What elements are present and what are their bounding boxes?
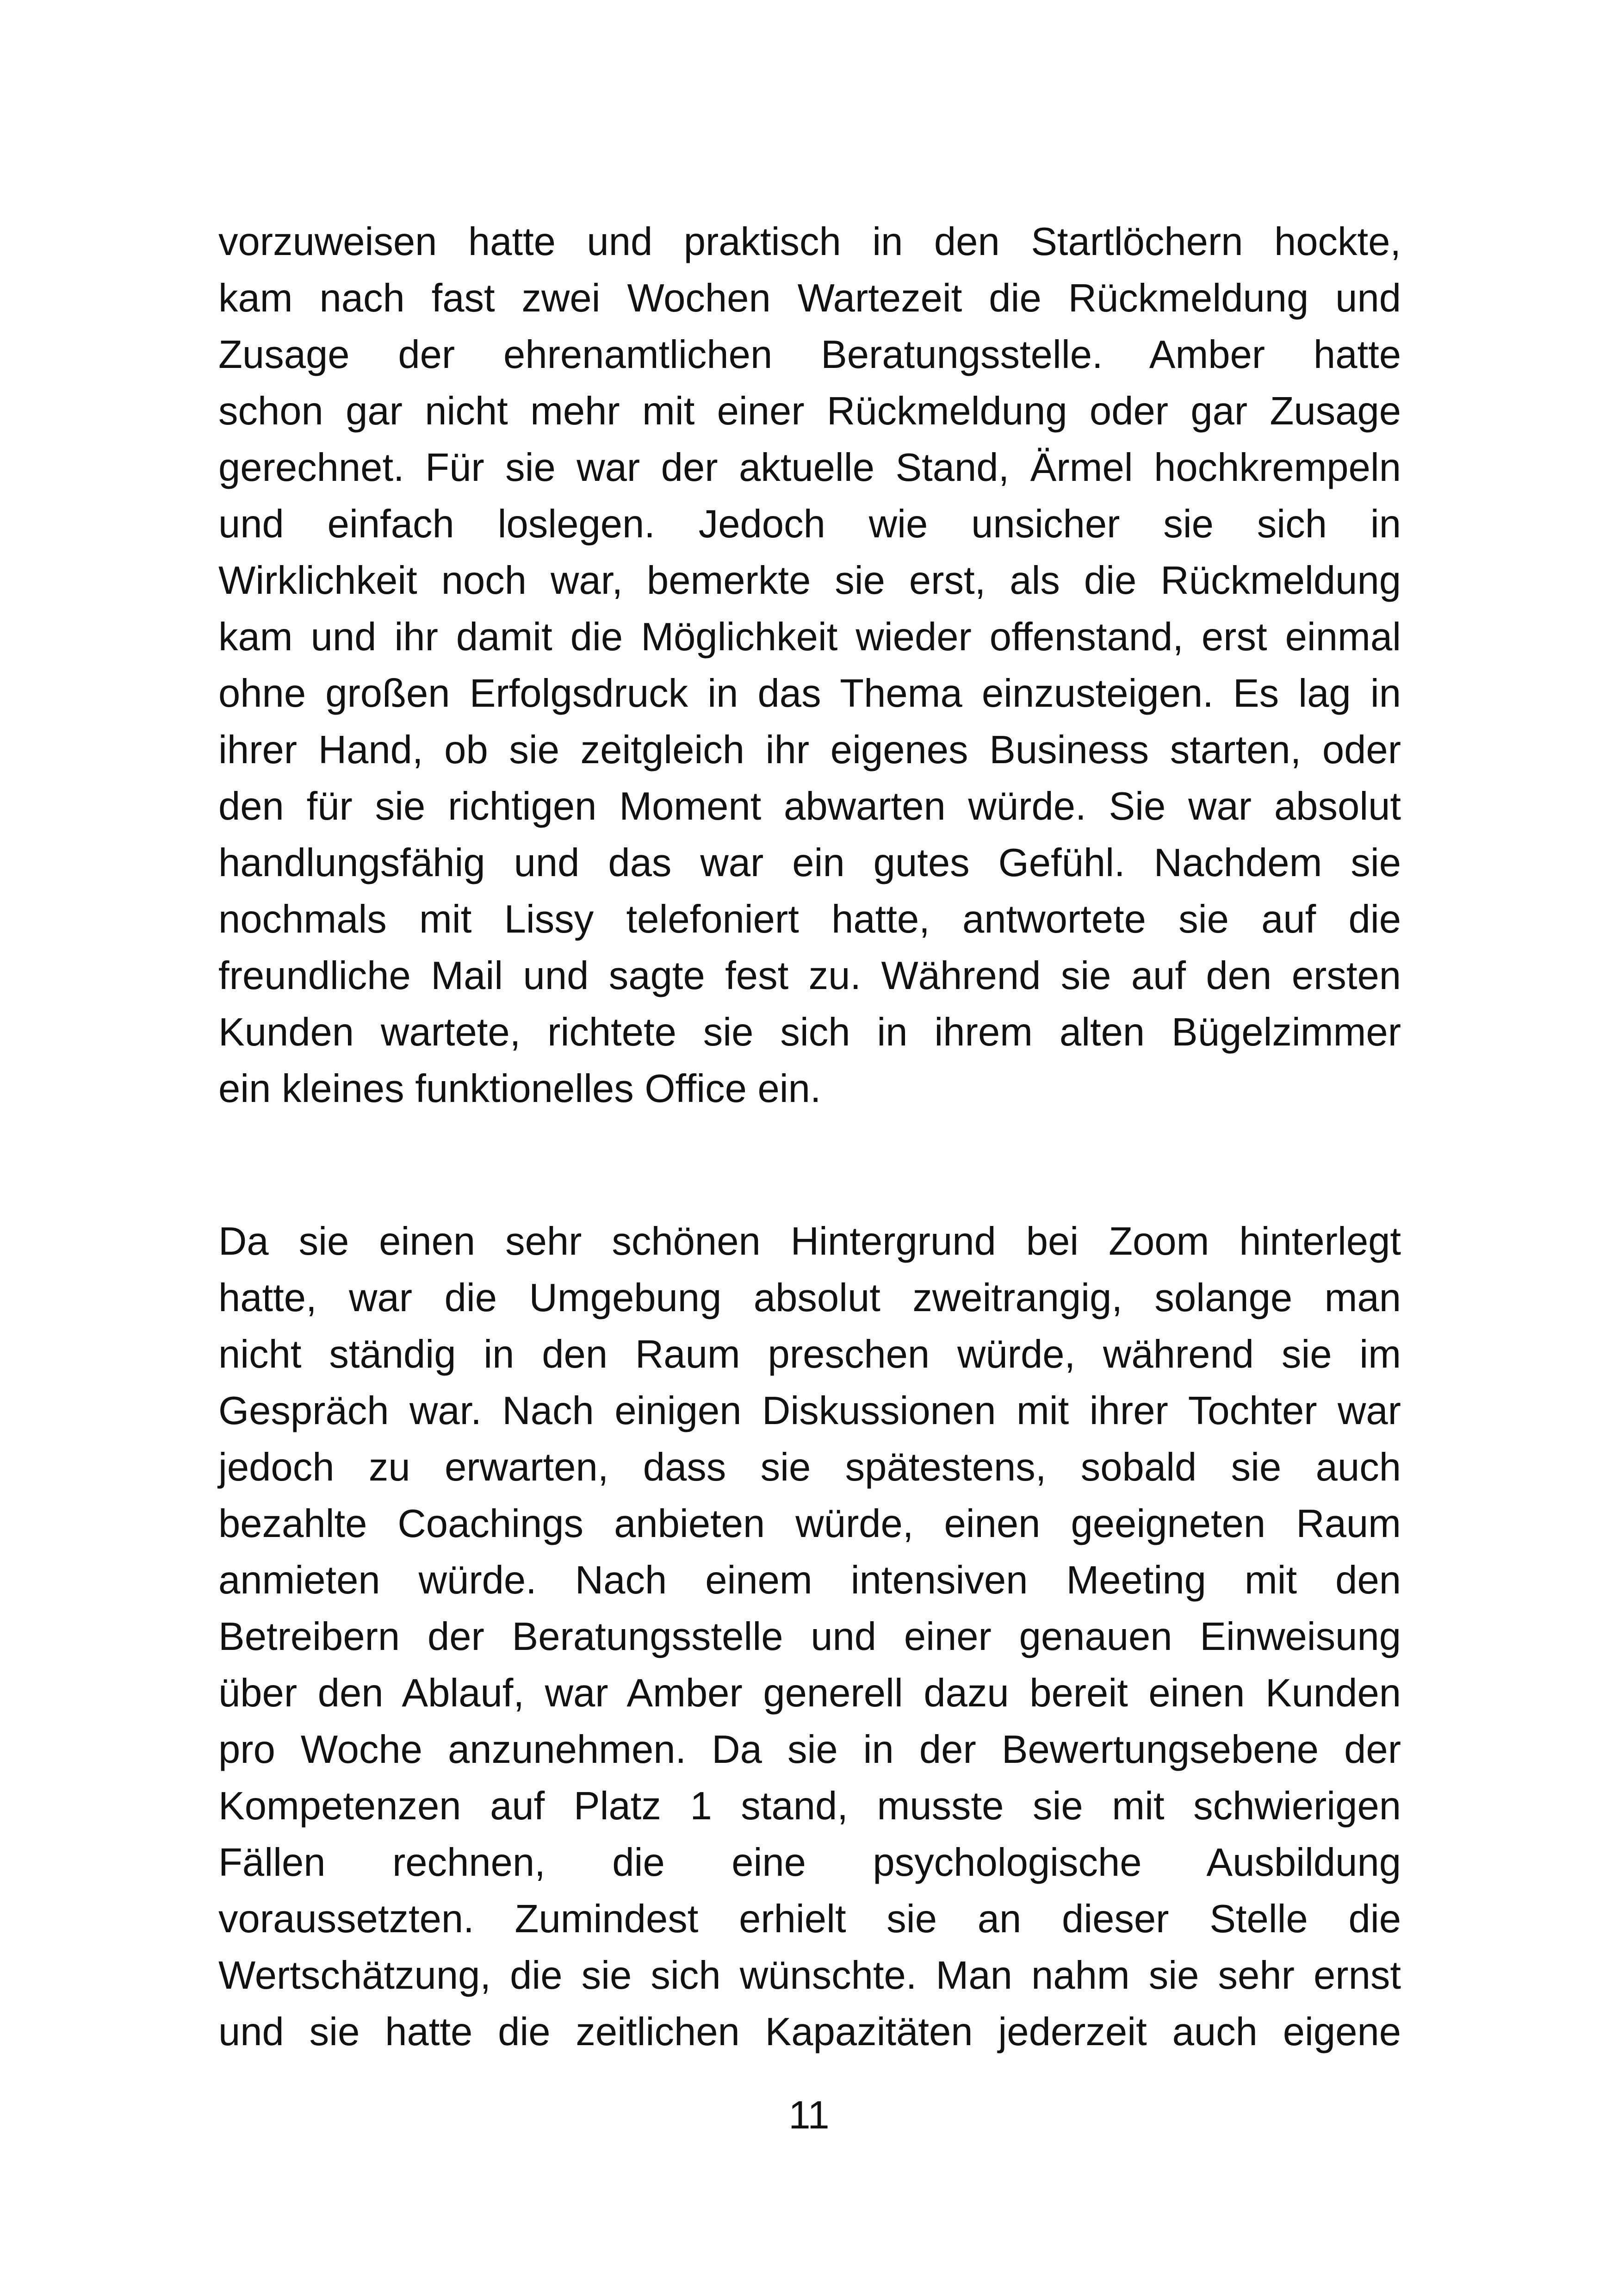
paragraph-line: pro Woche anzunehmen. Da sie in der Bewertungsebene der (218, 1728, 1401, 1772)
paragraph-line: Fällen rechnen, die eine psychologische Ausbildung (218, 1841, 1401, 1885)
paragraph-line: freundliche Mail und sagte fest zu. Während sie auf den ersten (218, 954, 1401, 998)
paragraph-line: handlungsfähig und das war ein gutes Gefühl. Nachdem sie (218, 841, 1401, 885)
paragraph-line: anmieten würde. Nach einem intensiven Meeting mit den (218, 1558, 1401, 1602)
paragraph-line: Da sie einen sehr schönen Hintergrund bei Zoom hinterlegt (218, 1220, 1401, 1263)
paragraph-line: hatte, war die Umgebung absolut zweitrangig, solange man (218, 1276, 1401, 1320)
paragraph-line: kam und ihr damit die Möglichkeit wieder offenstand, erst einmal (218, 615, 1401, 659)
paragraph-line: ohne großen Erfolgsdruck in das Thema einzusteigen. Es lag in (218, 672, 1401, 716)
paragraph-line: vorzuweisen hatte und praktisch in den Startlöchern hockte, (218, 220, 1401, 264)
paragraph-line: nicht ständig in den Raum preschen würde, während sie im (218, 1332, 1401, 1376)
page-number: 11 (788, 2093, 830, 2137)
paragraph-line: jedoch zu erwarten, dass sie spätestens, sobald sie auch (218, 1445, 1401, 1489)
paragraph-line: Zusage der ehrenamtlichen Beratungsstelle. Amber hatte (218, 333, 1401, 377)
paragraph-line: Betreibern der Beratungsstelle und einer genauen Einweisung (218, 1615, 1401, 1659)
paragraph-1 (218, 214, 1401, 1117)
paragraph-line: Wertschätzung, die sie sich wünschte. Man nahm sie sehr ernst (218, 1954, 1401, 1997)
paragraph-2 (218, 1213, 1401, 2060)
paragraph-line: Wirklichkeit noch war, bemerkte sie erst, als die Rückmeldung (218, 559, 1401, 603)
paragraph-line: nochmals mit Lissy telefoniert hatte, antwortete sie auf die (218, 897, 1401, 941)
paragraph-line: den für sie richtigen Moment abwarten würde. Sie war absolut (218, 784, 1401, 828)
paragraph-line: bezahlte Coachings anbieten würde, einen geeigneten Raum (218, 1502, 1401, 1546)
paragraph-line: und einfach loslegen. Jedoch wie unsicher sie sich in (218, 502, 1401, 546)
paragraph-line: voraussetzten. Zumindest erhielt sie an dieser Stelle die (218, 1897, 1401, 1941)
paragraph-line: schon gar nicht mehr mit einer Rückmeldung oder gar Zusage (218, 389, 1401, 433)
paragraph-line: Gespräch war. Nach einigen Diskussionen mit ihrer Tochter war (218, 1389, 1401, 1433)
paragraph-line: Kunden wartete, richtete sie sich in ihrem alten Bügelzimmer (218, 1010, 1401, 1054)
paragraph-line: und sie hatte die zeitlichen Kapazitäten jederzeit auch eigene (218, 2010, 1401, 2054)
paragraph-line: gerechnet. Für sie war der aktuelle Stand, Ärmel hochkrempeln (218, 446, 1401, 490)
paragraph-line: über den Ablauf, war Amber generell dazu bereit einen Kunden (218, 1671, 1401, 1715)
paragraph-line: ihrer Hand, ob sie zeitgleich ihr eigenes Business starten, oder (218, 728, 1401, 772)
paragraph-line: kam nach fast zwei Wochen Wartezeit die Rückmeldung und (218, 276, 1401, 320)
paragraph-line: ein kleines funktionelles Office ein. (218, 1067, 821, 1111)
paragraph-line: Kompetenzen auf Platz 1 stand, musste sie mit schwierigen (218, 1784, 1401, 1828)
